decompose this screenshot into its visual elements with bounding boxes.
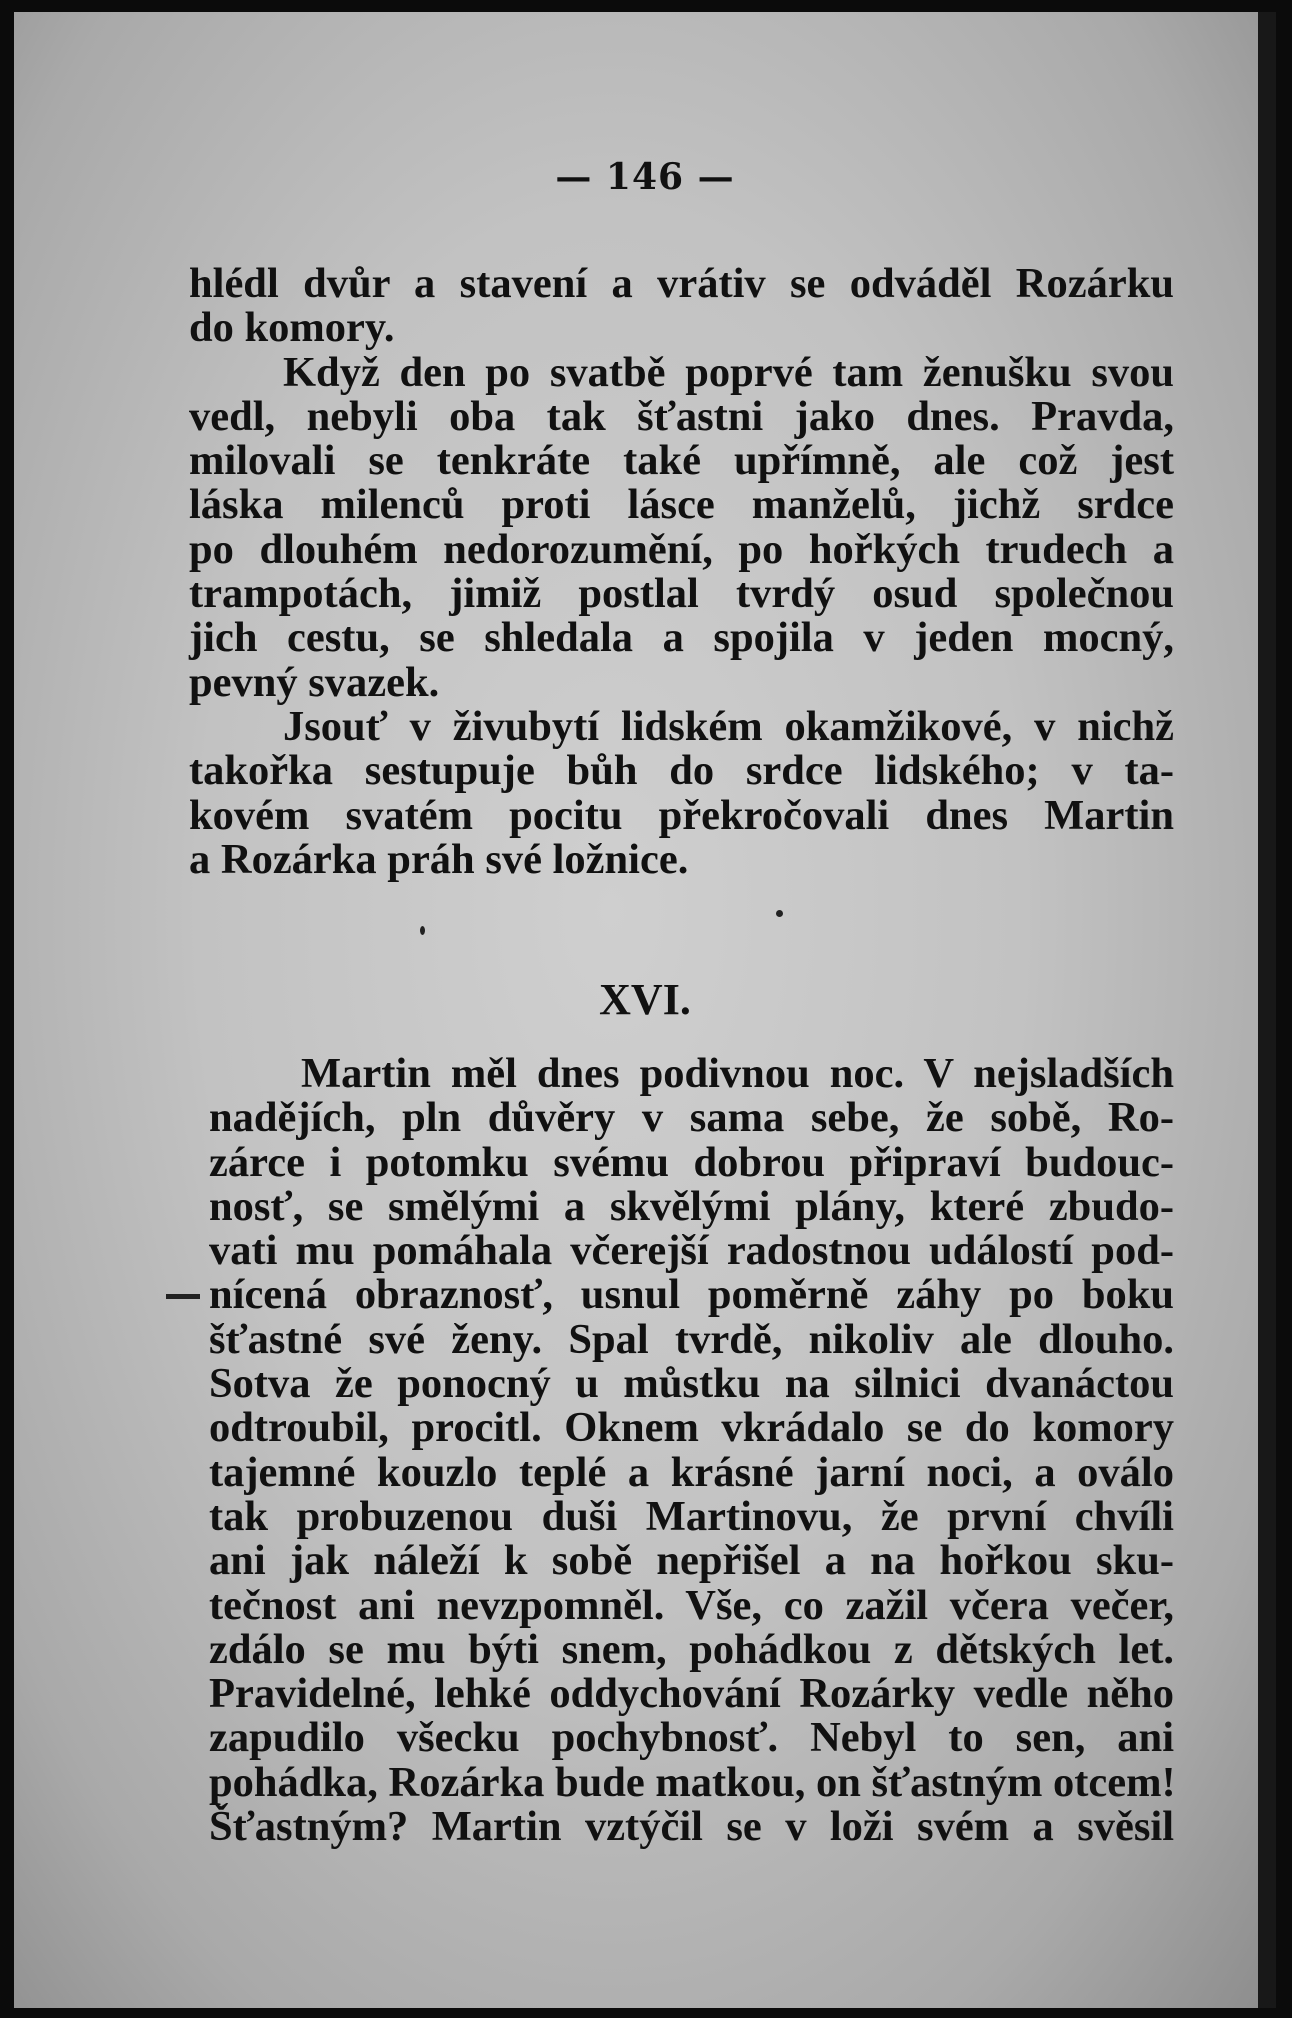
- text-line: ani jak náleží k sobě nepřišel a na hořkou sku-: [209, 1537, 1174, 1585]
- text-line: vati mu pomáhala včerejší radostnou událostí pod-: [209, 1227, 1174, 1275]
- text-line: odtroubil, procitl. Oknem vkrádalo se do komory: [209, 1404, 1174, 1452]
- margin-mark: [166, 1294, 200, 1299]
- text-line: šťastné své ženy. Spal tvrdě, nikoliv ale dlouho.: [209, 1315, 1174, 1363]
- text-line: tak probuzenou duši Martinovu, že první chvíli: [209, 1492, 1174, 1540]
- text-line: nadějích, pln důvěry v sama sebe, že sobě, Ro-: [209, 1094, 1174, 1142]
- page-number: — 146 —: [555, 156, 735, 198]
- text-line: Když den po svatbě poprvé tam ženušku svou: [283, 348, 1174, 396]
- print-speck: [776, 910, 783, 917]
- text-line: takořka sestupuje bůh do srdce lidského; v ta-: [189, 747, 1174, 795]
- text-line: Martin měl dnes podivnou noc. V nejsladších: [301, 1050, 1174, 1097]
- text-line: vedl, nebyli oba tak šťastni jako dnes. Pravda,: [189, 392, 1174, 440]
- text-line: zapudilo všecku pochybnosť. Nebyl to sen, ani: [209, 1714, 1174, 1762]
- paragraph-block-2: [209, 1052, 1174, 1849]
- text-line: zárce i potomku svému dobrou připraví budouc-: [209, 1138, 1174, 1186]
- paragraph-block-1: [189, 262, 1174, 882]
- text-line: nosť, se smělými a skvělými plány, které zbudo-: [209, 1182, 1174, 1230]
- text-line: nícená obraznosť, usnul poměrně záhy po boku: [209, 1271, 1174, 1319]
- text-line: jich cestu, se shledala a spojila v jeden mocný,: [189, 614, 1174, 662]
- text-line: Jsouť v živubytí lidském okamžikové, v nichž: [283, 702, 1174, 750]
- text-line: Sotva že ponocný u můstku na silnici dvanáctou: [209, 1360, 1174, 1408]
- text-line: Pravidelné, lehké oddychování Rozárky vedle něho: [209, 1670, 1174, 1718]
- text-line: pevný svazek.: [189, 658, 440, 706]
- text-line: pohádka, Rozárka bude matkou, on šťastným otcem!: [209, 1758, 1176, 1806]
- text-line: do komory.: [189, 304, 395, 352]
- text-line: kovém svatém pocitu překročovali dnes Martin: [189, 791, 1174, 839]
- text-line: trampotách, jimiž postlal tvrdý osud společnou: [189, 570, 1174, 618]
- text-line: a Rozárka práh své ložnice.: [189, 835, 689, 883]
- book-page: [14, 12, 1276, 2008]
- text-line: Šťastným? Martin vztýčil se v loži svém a svěsil: [209, 1803, 1174, 1851]
- text-line: hlédl dvůr a stavení a vrátiv se odváděl Rozárku: [189, 260, 1174, 307]
- text-line: po dlouhém nedorozumění, po hořkých trudech a: [189, 525, 1174, 573]
- text-line: tečnost ani nevzpomněl. Vše, co zažil včera večer,: [209, 1581, 1174, 1629]
- text-line: zdálo se mu býti snem, pohádkou z dětských let.: [209, 1625, 1174, 1673]
- print-speck: [420, 926, 425, 935]
- text-line: tajemné kouzlo teplé a krásné jarní noci, a oválo: [209, 1448, 1174, 1496]
- text-line: milovali se tenkráte také upřímně, ale což jest: [189, 437, 1174, 485]
- chapter-heading: XVI.: [599, 975, 691, 1024]
- text-line: láska milenců proti lásce manželů, jichž srdce: [189, 481, 1174, 529]
